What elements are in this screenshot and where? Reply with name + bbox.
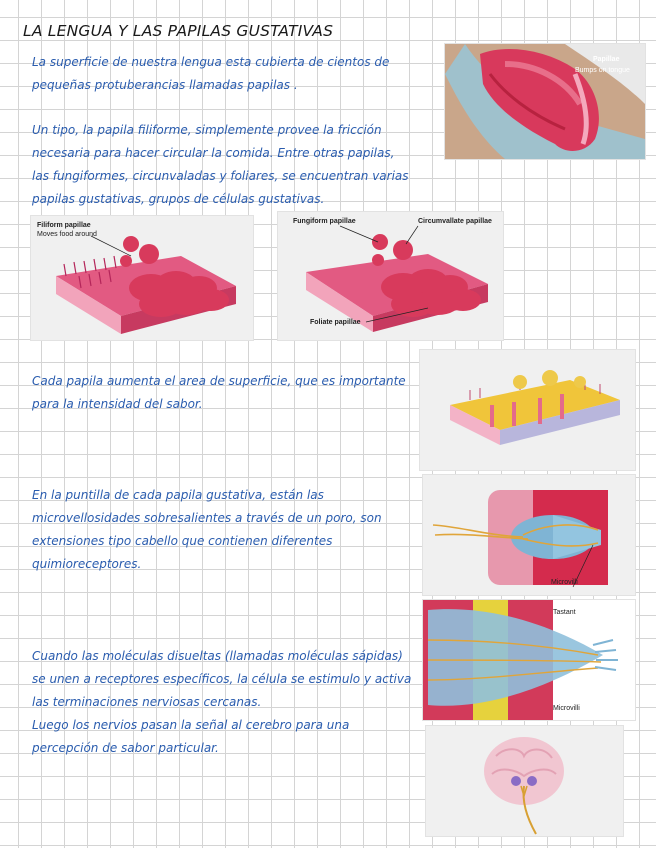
taste-cell-illustration: [423, 600, 635, 720]
taste-bud-illustration: [423, 475, 635, 595]
tongue-illustration: [445, 44, 645, 159]
tongue-label-papillae: Papillae: [593, 56, 620, 63]
circumvallate-label: Circumvallate papillae: [418, 218, 492, 225]
papillae-types-illustration: [278, 212, 503, 340]
tongue-label-bumps: Bumps on tongue: [575, 67, 630, 74]
foliate-label: Foliate papillae: [310, 319, 361, 326]
filiform-label: Filiform papillae: [37, 222, 91, 229]
paragraph-intro: La superficie de nuestra lengua esta cubierta de cientos de pequeñas protuberancias llamadas papilas .: [32, 55, 390, 92]
paragraph-signal: Cuando las moléculas disueltas (llamadas moléculas sápidas) se unen a receptores específicos, la célula se estimulo y activa las terminaciones nerviosas cercanas. Luego los nervios pasan la señal al cerebro para una percepción de sabor particular.: [32, 649, 412, 755]
taste-cell-microvilli-label: Microvilli: [553, 705, 580, 712]
filiform-papillae-illustration: [31, 216, 253, 340]
papilla-surface-illustration: [420, 350, 635, 470]
paragraph-surface-area: Cada papila aumenta el area de superficie, que es importante para la intensidad del sabor.: [32, 374, 406, 411]
paragraph-papilla-types: Un tipo, la papila filiforme, simplemente provee la fricción necesaria para hacer circular la comida. Entre otras papilas, las fungiformes, circunvaladas y foliares, se encuentran varias papilas gustativas, grupos de células gustativas.: [32, 123, 409, 206]
papilla-surface-drawing: [420, 350, 635, 470]
taste-cell-drawing: [423, 600, 635, 720]
brain-illustration: [426, 726, 623, 836]
filiform-sublabel: Moves food around: [37, 231, 97, 238]
tastant-label: Tastant: [553, 609, 576, 616]
page-title: LA LENGUA Y LAS PAPILAS GUSTATIVAS: [23, 22, 334, 40]
taste-bud-drawing: [423, 475, 635, 595]
taste-bud-microvilli-label: Microvilli: [551, 579, 578, 586]
paragraph-microvilli: En la puntilla de cada papila gustativa, están las microvellosidades sobresalientes a través de un poro, son extensiones tipo cabello que contienen diferentes quimioreceptores.: [32, 488, 382, 571]
fungiform-label: Fungiform papillae: [293, 218, 356, 225]
brain-drawing: [426, 726, 623, 836]
